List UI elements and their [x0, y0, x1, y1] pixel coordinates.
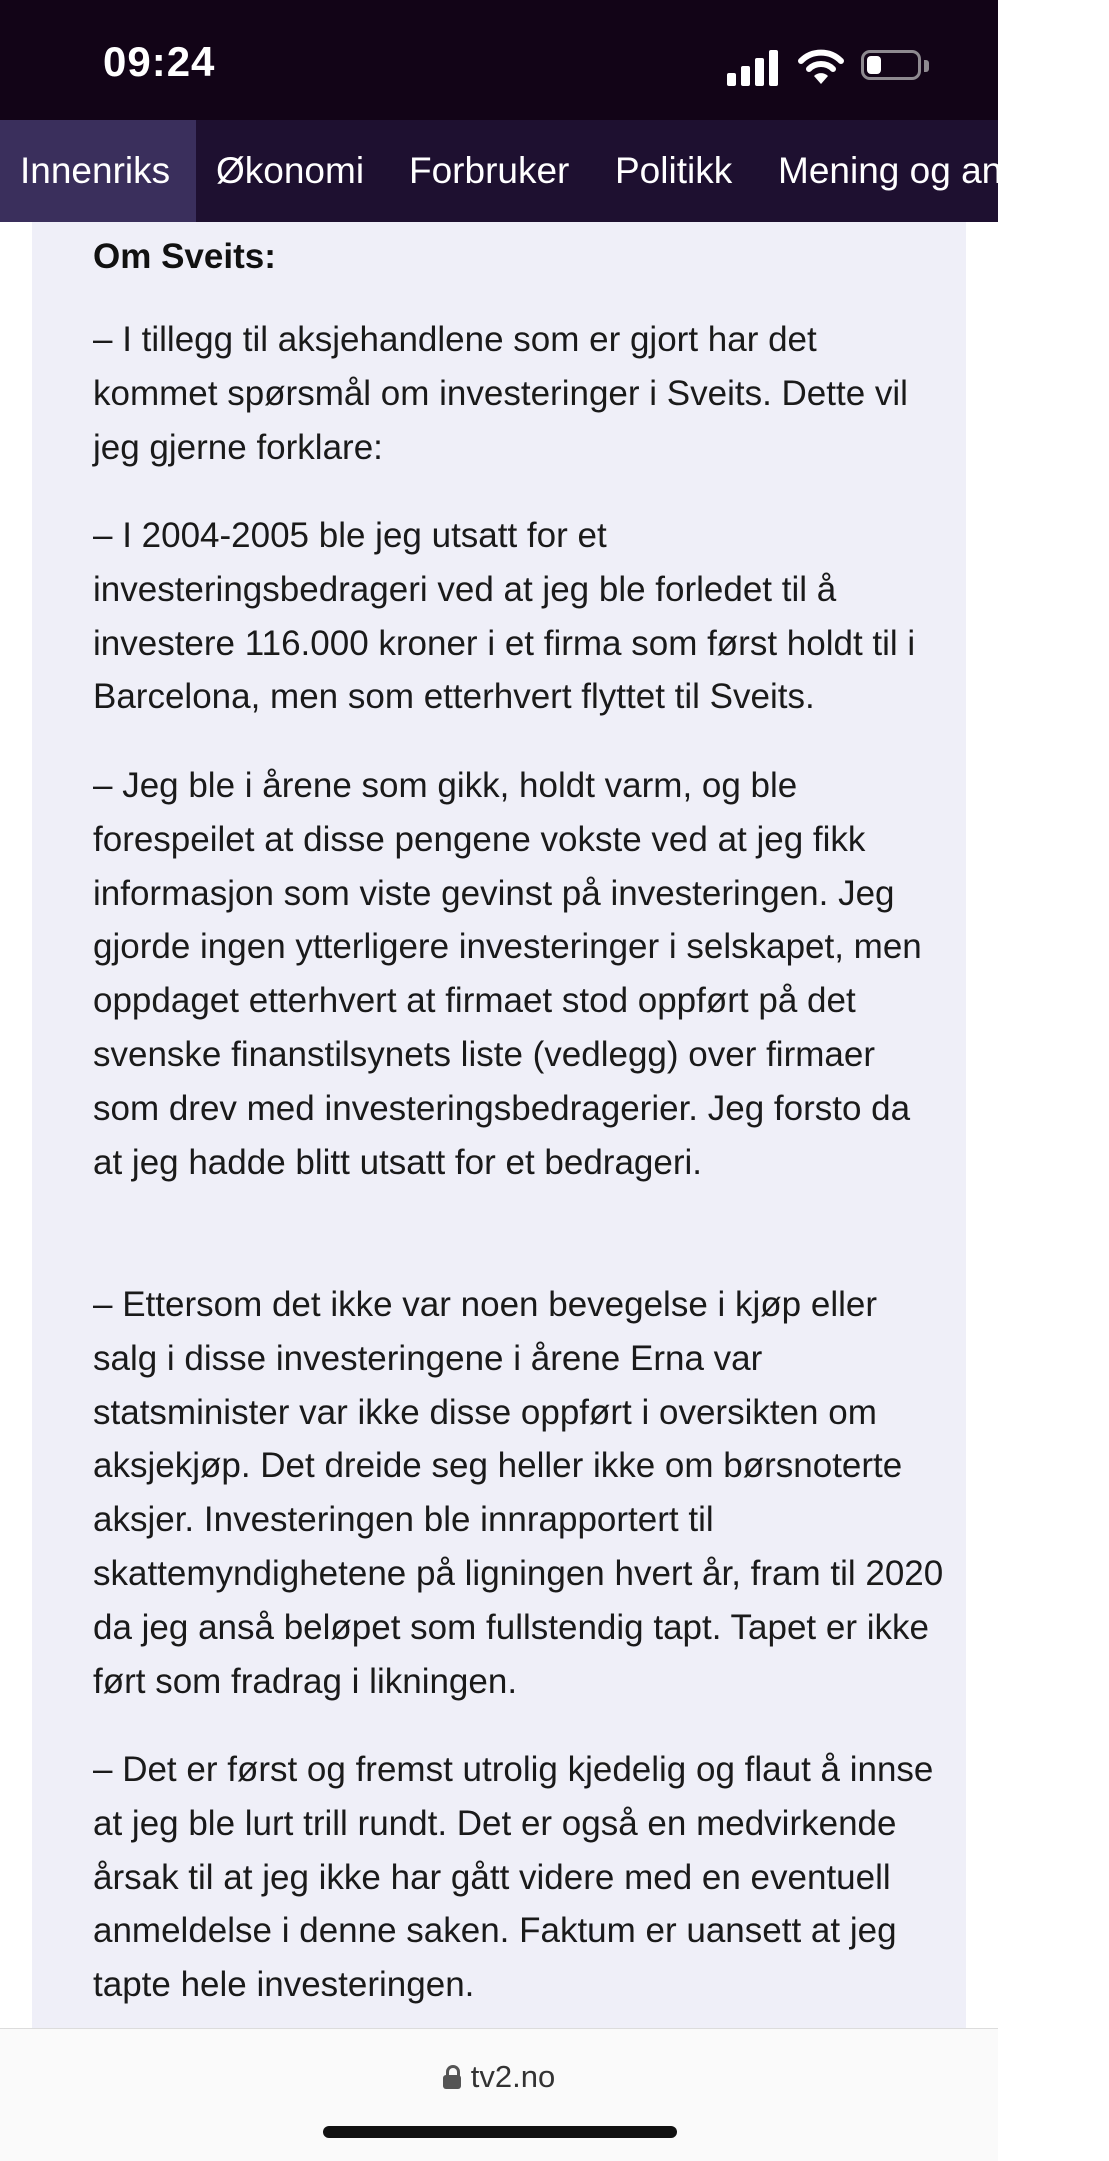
status-time: 09:24	[103, 38, 216, 85]
article-paragraph: – Jeg ble i årene som gikk, holdt varm, og ble forespeilet at disse pengene vokste ved at jeg fikk informasjon som viste gevinst på investeringen. Jeg gjorde ingen ytterligere investeringer i selskapet, men oppdaget etterhvert at firmaet stod oppført på det svenske finanstilsynets liste (vedlegg) over firmaer som drev med investeringsbedragerier. Jeg forsto da at jeg hadde blitt utsatt for et bedrageri.	[93, 766, 922, 1182]
lock-icon	[443, 2065, 461, 2089]
article-paragraph: – I tillegg til aksjehandlene som er gjort har det kommet spørsmål om investeringer i Sveits. Dette vil jeg gjerne forklare:	[93, 320, 908, 467]
cellular-signal-icon	[727, 48, 781, 86]
tab-okonomi[interactable]: Økonomi	[216, 150, 365, 191]
article-body	[32, 222, 966, 2028]
article-paragraph: – Ettersom det ikke var noen bevegelse i kjøp eller salg i disse investeringene i årene Erna var statsminister var ikke disse oppført i oversikten om aksjekjøp. Det dreide seg heller ikke om børsnoterte aksjer. Investeringen ble innrapportert til skattemyndighetene på ligningen hvert år, fram til 2020 da jeg anså beløpet som fullstendig tapt. Tapet er ikke ført som fradrag i likningen.	[93, 1285, 944, 1701]
article-paragraph: – I 2004-2005 ble jeg utsatt for et investeringsbedrageri ved at jeg ble forledet til å investere 116.000 kroner i et firma som først holdt til i Barcelona, men som etterhvert flyttet til Sveits.	[93, 516, 916, 717]
article-paragraph: – Det er først og fremst utrolig kjedelig og flaut å innse at jeg ble lurt trill rundt. Det er også en medvirkende årsak til at jeg ikke har gått videre med en eventuell anmeldelse i denne saken. Faktum er uansett at jeg tapte hele investeringen.	[93, 1750, 934, 2005]
tab-mening-og-analyse[interactable]: Mening og analyse	[778, 150, 1089, 191]
url-text: tv2.no	[470, 2059, 556, 2094]
tab-politikk[interactable]: Politikk	[615, 150, 733, 191]
battery-icon	[861, 50, 921, 80]
address-display[interactable]	[0, 2059, 998, 2095]
section-heading: Om Sveits:	[93, 237, 276, 276]
tab-forbruker[interactable]: Forbruker	[409, 150, 570, 191]
battery-level	[867, 56, 881, 74]
battery-tip	[924, 60, 929, 72]
browser-address-bar[interactable]	[0, 2028, 998, 2161]
home-indicator[interactable]	[323, 2126, 677, 2138]
status-bar	[0, 0, 998, 120]
tab-innenriks[interactable]: Innenriks	[0, 120, 196, 222]
wifi-icon	[797, 48, 845, 86]
section-nav	[0, 120, 1089, 222]
